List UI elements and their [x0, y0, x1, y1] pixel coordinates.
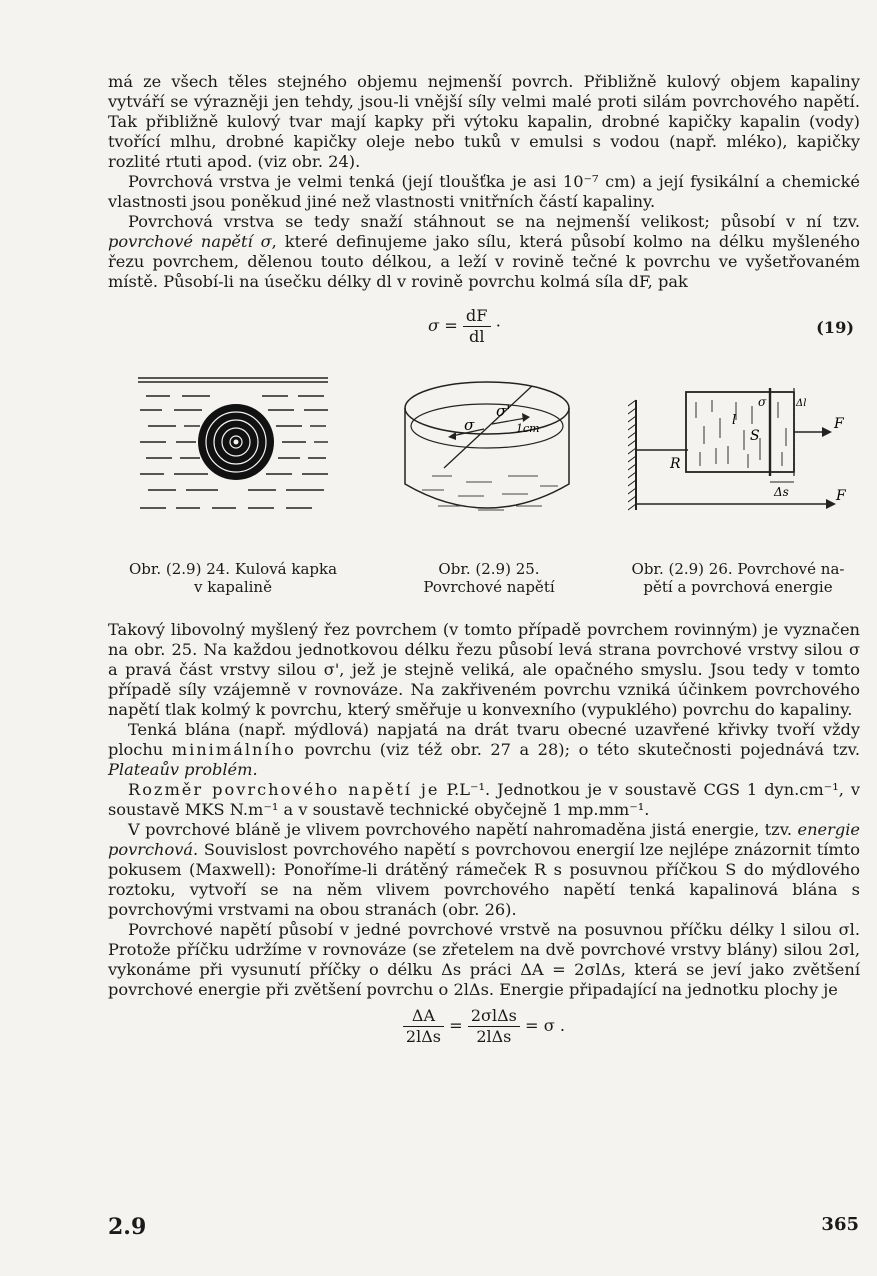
paragraph-7-start: V povrchové bláně je vlivem povrchového napětí nahromaděna jistá energie, tzv.: [128, 820, 793, 839]
figure-24-drawing: [136, 372, 331, 522]
equation-energy-num-2: 2σlΔs: [468, 1006, 520, 1027]
section-number: 2.9: [108, 1214, 147, 1240]
equation-energy-equals-2: = σ .: [525, 1016, 566, 1035]
figure-26-drawing: [628, 372, 860, 522]
paragraph-3: [108, 212, 860, 292]
figure-24-caption-line-1: Obr. (2.9) 24. Kulová kapka: [128, 560, 338, 578]
paragraph-5-emphasis: minimálního: [171, 740, 296, 759]
figure-26-caption-line-2: pětí a povrchová energie: [643, 578, 833, 596]
paragraph-2: Povrchová vrstva je velmi tenká (její tloušťka je asi 10⁻⁷ cm) a její fysikální a chemické vlastnosti jsou poněkud jiné než vlastnosti vnitřních částí kapaliny.: [108, 172, 860, 211]
term-plateau-problem: Plateaův problém.: [108, 760, 258, 779]
equation-19-body: [428, 306, 501, 347]
equation-19-number: (19): [816, 318, 854, 337]
figure-24: [136, 372, 331, 522]
figure-26-F2-label: F: [836, 488, 846, 504]
equation-19: [108, 300, 860, 358]
equation-energy-fraction-1: [403, 1006, 444, 1047]
figure-26-S-label: S: [750, 428, 760, 444]
figure-24-caption: [108, 560, 358, 596]
term-surface-energy: energie povrchová.: [108, 820, 860, 859]
figure-26-l-label: l: [732, 413, 737, 428]
equation-19-denominator: dl: [468, 327, 485, 346]
paragraph-3-start: Povrchová vrstva se tedy snaží stáhnout se na nejmenší velikost; působí v ní tzv.: [128, 212, 860, 231]
figure-25-sigma-prime-label: σ': [496, 402, 511, 420]
term-surface-tension: povrchové napětí σ: [108, 232, 272, 251]
paragraph-4: Takový libovolný myšlený řez povrchem (v tomto případě povrchem rovinným) je vyznačen na obr. 25. Na každou jednotkovou délku řezu působí levá strana povrchové vrstvy silou σ a pravá část vrstvy silou σ', jež je stejně veliká, ale opačného smyslu. Jsou tedy v tomto případě síly vzájemně v rovnováze. Na zakřiveném povrchu vzniká účinkem povrchového napětí tlak kolmý k povrchu, který směřuje u konvexního (vypuklého) povrchu do kapaliny.: [108, 620, 860, 719]
figure-25-sigma-label: σ: [464, 416, 475, 434]
figure-25: [392, 372, 582, 532]
equation-19-dot: ·: [495, 316, 501, 335]
paragraph-7-rest: Souvislost povrchového napětí s povrchovou energií lze nejlépe znázornit tímto pokusem (Maxwell): Ponoříme-li drátěný rámeček R s posuvnou příčkou S do mýdlového roztoku, vytvoří se na něm vlivem povrchového napětí tenká kapalinová blána s povrchovými vrstvami na obou stranách (obr. 26).: [108, 840, 860, 919]
figure-25-caption: [394, 560, 584, 596]
page-number: 365: [821, 1214, 859, 1235]
equation-energy-den-1: 2lΔs: [405, 1027, 441, 1046]
figure-25-cm-label: 1cm: [516, 422, 540, 435]
paragraph-6: [108, 780, 860, 820]
equation-19-lhs: σ =: [428, 316, 458, 335]
paragraph-6-rest: P.L⁻¹. Jednotkou je v soustavě CGS 1 dyn.cm⁻¹, v soustavě MKS N.m⁻¹ a v soustavě technické obyčejně 1 mp.mm⁻¹.: [108, 780, 860, 819]
figure-26-R-label: R: [670, 456, 681, 472]
paragraph-5-start: Tenká blána (např. mýdlová) napjatá na drát tvaru obecné uzavřené křivky tvoří vždy plochu: [108, 720, 860, 759]
equation-energy-equals-1: =: [449, 1016, 463, 1035]
figure-25-caption-line-1: Obr. (2.9) 25.: [438, 560, 540, 578]
paragraph-8: Povrchové napětí působí v jedné povrchové vrstvě na posuvnou příčku délky l silou σl. Protože příčku udržíme v rovnováze (se zřetelem na dvě povrchové vrstvy blány) silou 2σl, vykonáme při vysunutí příčky o délku Δs práci ΔA = 2σlΔs, která se jeví jako zvětšení povrchové energie při zvětšení povrchu o 2lΔs. Energie připadající na jednotku plochy je: [108, 920, 860, 999]
figure-26-caption-line-1: Obr. (2.9) 26. Povrchové na-: [631, 560, 845, 578]
figure-26: [628, 372, 860, 522]
figures-row: [108, 372, 860, 620]
paragraph-6-emphasis: Rozměr povrchového napětí je: [128, 780, 440, 799]
paragraph-5-middle: povrchu (viz též obr. 27 a 28); o této skutečnosti pojednává tzv.: [295, 740, 860, 759]
figure-26-caption: [616, 560, 860, 596]
page-body: [108, 72, 860, 1058]
equation-energy: [108, 1006, 860, 1058]
figure-26-sigma-label: σ: [758, 395, 767, 409]
figure-26-F-label: F: [834, 416, 844, 432]
equation-energy-fraction-2: [468, 1006, 520, 1047]
paragraph-5: [108, 720, 860, 780]
paragraph-7: [108, 820, 860, 920]
paragraph-3-end: , které definujeme jako sílu, která působí kolmo na délku myšleného řezu povrchem, dělenou touto délkou, a leží v rovině tečné k povrchu ve vyšetřovaném místě. Působí-li na úsečku délky dl v rovině povrchu kolmá síla dF, pak: [108, 232, 860, 291]
figure-26-ds-label: Δs: [774, 485, 789, 499]
paragraph-1: má ze všech těles stejného objemu nejmenší povrch. Přibližně kulový objem kapaliny vytváří se výrazněji jen tehdy, jsou-li vnější síly velmi malé proti silám povrchového napětí. Tak přibližně kulový tvar mají kapky při výtoku kapalin, drobné kapičky kapalin (vody) tvořící mlhu, drobné kapičky oleje nebo tuků v emulsi s vodou (např. mléko), kapičky rozlité rtuti apod. (viz obr. 24).: [108, 72, 860, 171]
figure-25-drawing: [392, 372, 582, 532]
figure-26-dl-label: Δl: [796, 398, 807, 409]
equation-energy-den-2: 2lΔs: [476, 1027, 512, 1046]
equation-energy-num-1: ΔA: [403, 1006, 444, 1027]
figure-24-caption-line-2: v kapalině: [194, 578, 272, 596]
figure-25-caption-line-2: Povrchové napětí: [423, 578, 555, 596]
equation-19-numerator: dF: [463, 306, 491, 327]
equation-19-fraction: [463, 306, 491, 347]
